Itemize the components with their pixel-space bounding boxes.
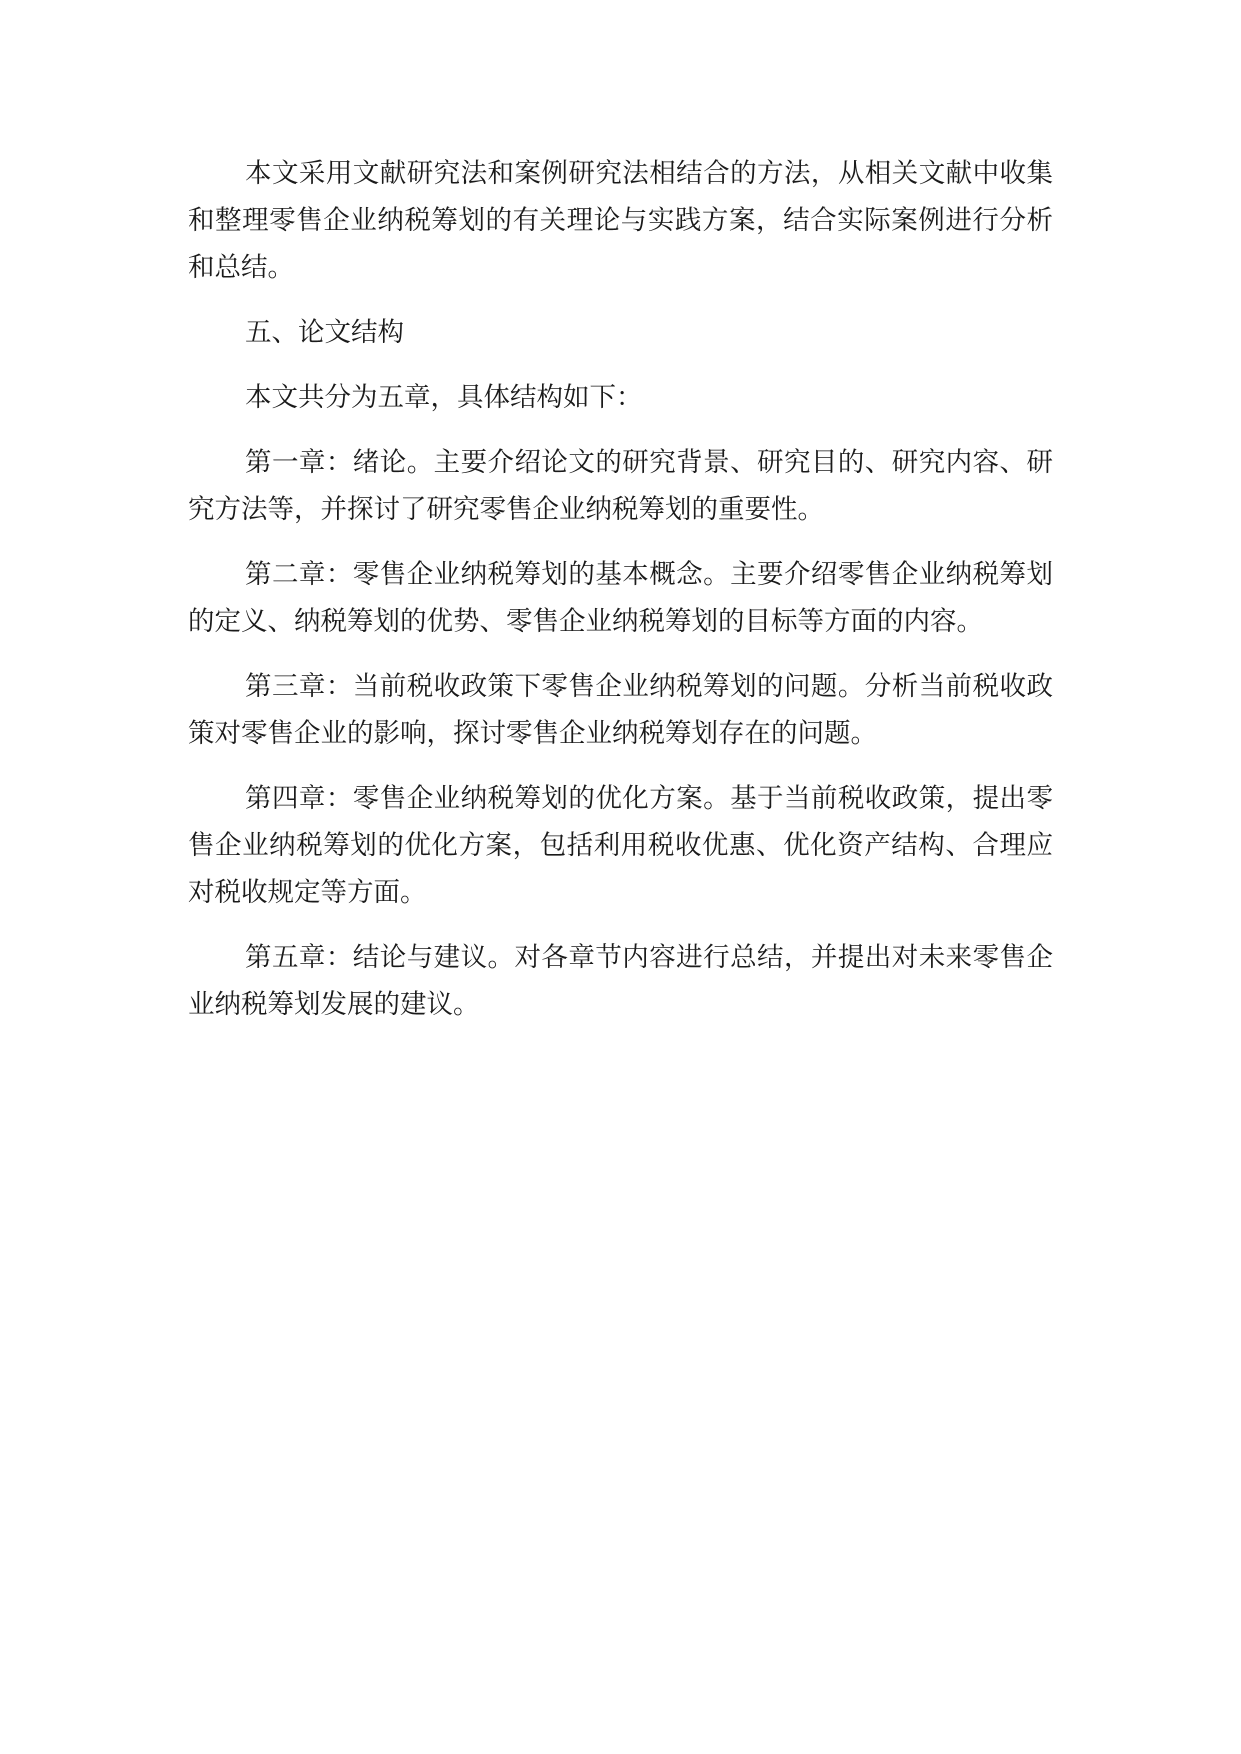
paragraph-research-method: 本文采用文献研究法和案例研究法相结合的方法，从相关文献中收集和整理零售企业纳税筹划的有关理论与实践方案，结合实际案例进行分析和总结。: [188, 158, 1053, 283]
paragraph-chapter-2: 第二章：零售企业纳税筹划的基本概念。主要介绍零售企业纳税筹划的定义、纳税筹划的优势、零售企业纳税筹划的目标等方面的内容。: [188, 559, 1053, 637]
document-body: [188, 150, 1053, 1046]
section-heading-thesis-structure: 五、论文结构: [245, 317, 404, 348]
paragraph-chapter-1: 第一章：绪论。主要介绍论文的研究背景、研究目的、研究内容、研究方法等，并探讨了研究零售企业纳税筹划的重要性。: [188, 447, 1053, 525]
paragraph-structure-intro: 本文共分为五章，具体结构如下：: [245, 382, 643, 413]
paragraph-chapter-4: 第四章：零售企业纳税筹划的优化方案。基于当前税收政策，提出零售企业纳税筹划的优化方案，包括利用税收优惠、优化资产结构、合理应对税收规定等方面。: [188, 783, 1053, 908]
paragraph-chapter-5: 第五章：结论与建议。对各章节内容进行总结，并提出对未来零售企业纳税筹划发展的建议。: [188, 942, 1053, 1020]
paragraph-chapter-3: 第三章：当前税收政策下零售企业纳税筹划的问题。分析当前税收政策对零售企业的影响，探讨零售企业纳税筹划存在的问题。: [188, 671, 1053, 749]
